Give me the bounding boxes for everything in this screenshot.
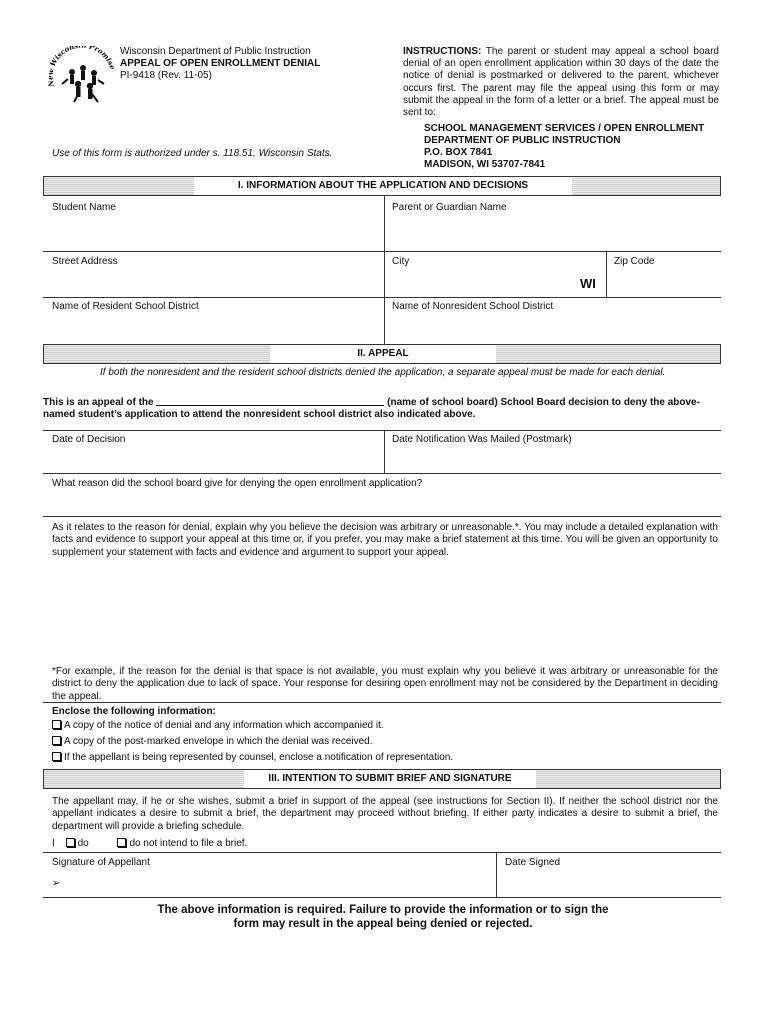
do-label: do <box>77 838 89 849</box>
do-not-intend-checkbox[interactable] <box>117 838 126 847</box>
do-intend-checkbox[interactable] <box>66 838 75 847</box>
form-number: PI-9418 (Rev. 11-05) <box>120 70 212 81</box>
address-line-4: MADISON, WI 53707-7841 <box>424 159 546 170</box>
agency-name: Wisconsin Department of Public Instruction <box>120 46 311 57</box>
appeal-statement-part-1: This is an appeal of the <box>43 397 157 408</box>
enclose-item-3 <box>52 752 453 763</box>
signature-label: Signature of Appellant <box>52 857 150 868</box>
counsel-representation-checkbox[interactable] <box>52 752 61 761</box>
parent-name-label: Parent or Guardian Name <box>392 202 507 213</box>
denial-reason-field[interactable] <box>52 492 714 514</box>
state-value: WI <box>580 276 596 291</box>
zip-code-field[interactable] <box>614 270 714 294</box>
authority-note: Use of this form is authorized under s. 118.51, Wisconsin Stats. <box>52 148 333 159</box>
school-board-name-field[interactable] <box>156 395 384 406</box>
date-signed-field[interactable] <box>505 872 715 894</box>
space-example-note: *For example, if the reason for the denial is that space is not available, you must explain why you believe it was arbitrary or unreasonable for the district to deny the application due to lack of space. Your response for desiring open enrollment may not be considered by the Department in deciding the appeal. <box>52 666 718 702</box>
appeal-statement-part-2: (name of school board) School Board decision to deny the above- <box>384 397 700 408</box>
appeal-statement <box>43 395 723 421</box>
date-mailed-field[interactable] <box>392 448 714 470</box>
instructions-text: The parent or student may appeal a school board denial of an open enrollment application within 30 days of the date the notice of denial is postmarked or delivered to the parent, whichever occurs first. The parent may file the appeal using this form or may submit the appeal in the form of a letter or a brief. The appeal must be sent to: <box>403 46 719 119</box>
i-label: I <box>52 838 55 849</box>
street-address-field[interactable] <box>52 270 377 294</box>
enclose-item-2-label: A copy of the post-marked envelope in which the denial was received. <box>64 736 373 747</box>
explanation-field[interactable] <box>52 562 714 658</box>
zip-code-label: Zip Code <box>614 256 655 267</box>
section-3-title: III. INTENTION TO SUBMIT BRIEF AND SIGNATURE <box>244 770 536 788</box>
street-address-label: Street Address <box>52 256 118 267</box>
section-2-title: II. APPEAL <box>270 345 496 363</box>
nonresident-district-label: Name of Nonresident School District <box>392 301 554 312</box>
city-label: City <box>392 256 410 267</box>
brief-intention-row <box>52 838 247 849</box>
address-line-3: P.O. BOX 7841 <box>424 147 493 158</box>
student-name-field[interactable] <box>52 217 377 247</box>
explanation-instructions: As it relates to the reason for denial, explain why you believe the decision was arbitrary or unreasonable.*. You may include a detailed explanation with facts and evidence to support your appeal at this time or, if you prefer, you may make a brief statement at this time. You will be given an opportunity to supplement your statement with facts and evidence and argument to support your appeal. <box>52 522 718 558</box>
instructions <box>403 46 719 119</box>
signature-field[interactable] <box>66 872 486 894</box>
required-notice-line-1: The above information is required. Failure to provide the information or to sign the <box>157 904 609 916</box>
date-signed-label: Date Signed <box>505 857 561 868</box>
separate-appeal-note: If both the nonresident and the resident school districts denied the application, a separate appeal must be made for each denial. <box>100 367 666 378</box>
notice-of-denial-checkbox[interactable] <box>52 720 61 729</box>
parent-name-field[interactable] <box>392 217 714 247</box>
section-1-header <box>43 176 721 196</box>
section-3-header <box>43 769 721 789</box>
date-of-decision-field[interactable] <box>52 448 377 470</box>
enclose-item-2 <box>52 736 373 747</box>
section-1-title: I. INFORMATION ABOUT THE APPLICATION AND DECISIONS <box>194 177 572 195</box>
section-2-header <box>43 344 721 364</box>
logo-text: Wiscon Promi <box>48 46 114 68</box>
form-title: APPEAL OF OPEN ENROLLMENT DENIAL <box>120 58 321 69</box>
enclose-label: Enclose the following information: <box>52 706 216 717</box>
student-name-label: Student Name <box>52 202 116 213</box>
address-line-2: DEPARTMENT OF PUBLIC INSTRUCTION <box>424 135 621 146</box>
denial-reason-question: What reason did the school board give for denying the open enrollment application? <box>52 478 423 489</box>
brief-instructions: The appellant may, if he or she wishes, submit a brief in support of the appeal (see instructions for Section II). If neither the school district nor the appellant indicates a desire to submit a brief, the department may proceed without briefing. If either party indicates a desire to submit a brief, the department will provide a briefing schedule. <box>52 796 718 832</box>
resident-district-field[interactable] <box>52 315 377 341</box>
nonresident-district-field[interactable] <box>392 315 714 341</box>
resident-district-label: Name of Resident School District <box>52 301 199 312</box>
signature-arrow-icon: ➢ <box>52 878 61 889</box>
appeal-statement-part-3: named student’s application to attend the nonresident school district also indicated above. <box>43 409 476 420</box>
postmarked-envelope-checkbox[interactable] <box>52 736 61 745</box>
instructions-label: INSTRUCTIONS: <box>403 46 482 57</box>
date-of-decision-label: Date of Decision <box>52 434 126 445</box>
enclose-item-1-label: A copy of the notice of denial and any information which accompanied it. <box>64 720 384 731</box>
wisconsin-promise-logo <box>48 46 114 106</box>
required-notice-line-2: form may result in the appeal being denied or rejected. <box>233 918 533 930</box>
address-line-1: SCHOOL MANAGEMENT SERVICES / OPEN ENROLLMENT <box>424 123 705 134</box>
enclose-item-1 <box>52 720 384 731</box>
enclose-item-3-label: If the appellant is being represented by counsel, enclose a notification of representation. <box>64 752 454 763</box>
city-field[interactable] <box>392 270 572 294</box>
do-not-label: do not intend to file a brief. <box>129 838 248 849</box>
date-mailed-label: Date Notification Was Mailed (Postmark) <box>392 434 572 445</box>
